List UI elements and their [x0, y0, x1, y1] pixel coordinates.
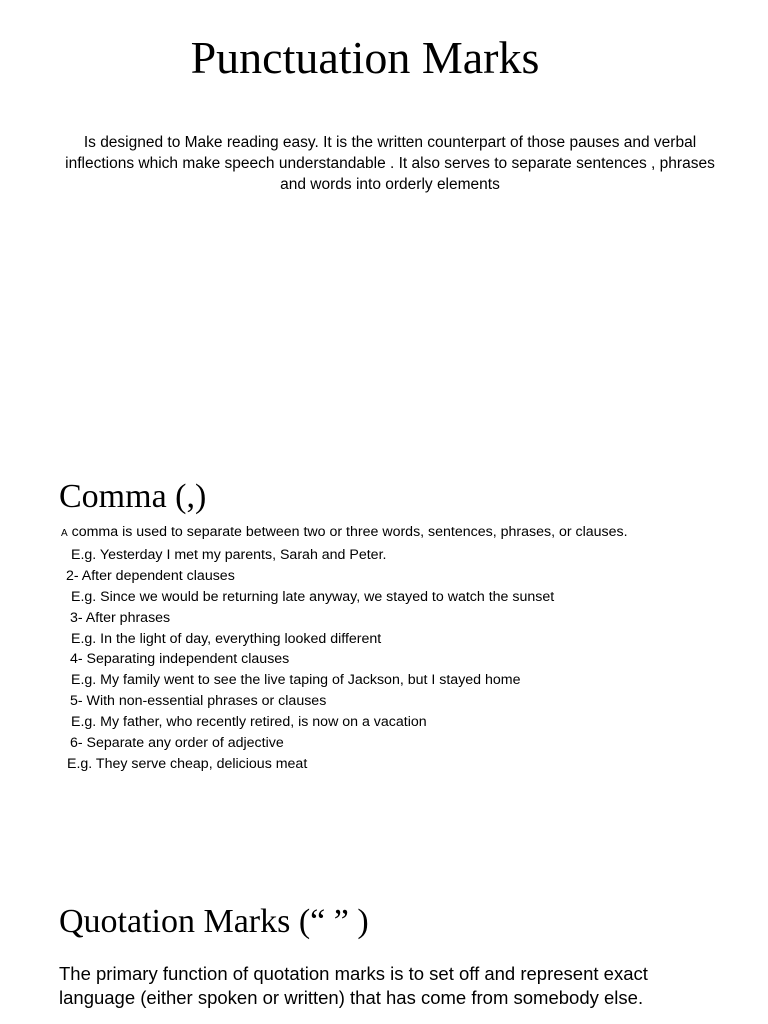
- comma-heading: Comma (,): [59, 478, 207, 515]
- comma-example-6: E.g. They serve cheap, delicious meat: [67, 755, 308, 772]
- page-title: Punctuation Marks: [190, 32, 540, 83]
- quotation-heading: Quotation Marks (“ ” ): [59, 903, 369, 940]
- comma-example-4: E.g. My family went to see the live taping of Jackson, but I stayed home: [71, 672, 521, 689]
- comma-list: [0, 522, 768, 775]
- quotation-paragraph: The primary function of quotation marks is to set off and represent exact language (either spoken or written) that has come from somebody else.: [59, 963, 648, 1008]
- comma-example-2: E.g. Since we would be returning late anyway, we stayed to watch the sunset: [71, 588, 555, 605]
- comma-definition-lead-letter: A: [61, 528, 68, 539]
- comma-example-3: E.g. In the light of day, everything looked different: [71, 630, 382, 647]
- intro-paragraph: Is designed to Make reading easy. It is the written counterpart of those pauses and verbal inflections which make speech understandable . It also serves to separate sentences , phrases and words into orderly elements: [65, 134, 715, 193]
- comma-rule-6: 6- Separate any order of adjective: [70, 735, 284, 752]
- comma-rule-3: 3- After phrases: [70, 609, 171, 626]
- comma-example-5: E.g. My father, who recently retired, is now on a vacation: [71, 714, 427, 731]
- comma-rule-2: 2- After dependent clauses: [66, 567, 235, 584]
- comma-definition: [61, 522, 768, 545]
- comma-definition-text: comma is used to separate between two or three words, sentences, phrases, or clauses.: [67, 524, 628, 540]
- comma-rule-4: 4- Separating independent clauses: [70, 651, 290, 668]
- comma-example-1: E.g. Yesterday I met my parents, Sarah and Peter.: [71, 546, 387, 563]
- comma-rule-5: 5- With non-essential phrases or clauses: [70, 693, 327, 710]
